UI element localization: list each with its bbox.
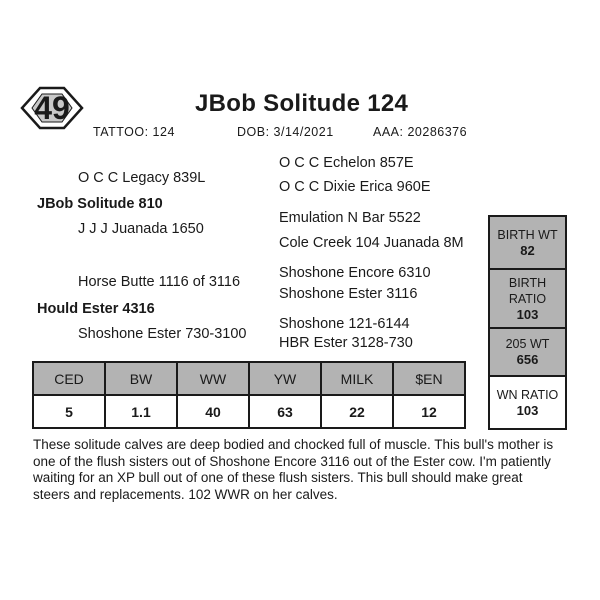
lot-description: These solitude calves are deep bodied and chocked full of muscle. This bull's mother is one of the flush sisters out of Shoshone Encore 3116 out of the Ester cow. I'm patiently waiting for an XP bull out of one of these flush sisters. This bull should make great steers and replacements. 102 WWR on her calves. — [33, 437, 554, 502]
epd-header-cell: $EN — [393, 362, 465, 395]
weaning-ratio-value: 103 — [516, 402, 539, 418]
weaning-ratio-label: WN RATIO — [496, 387, 559, 402]
weight-205-box — [488, 327, 567, 377]
dob: DOB: 3/14/2021 — [237, 125, 334, 139]
pedigree-dam-sire-sire: Shoshone Encore 6310 — [279, 265, 431, 281]
pedigree-sire-dam-dam: Cole Creek 104 Juanada 8M — [279, 235, 464, 251]
pedigree-sire-dam: J J J Juanada 1650 — [78, 221, 204, 237]
epd-value-cell: 5 — [33, 395, 105, 428]
lot-badge — [20, 86, 84, 130]
epd-header-row — [33, 362, 465, 395]
pedigree-dam-dam-dam: HBR Ester 3128-730 — [279, 335, 413, 351]
aaa-number: AAA: 20286376 — [373, 125, 468, 139]
page-title: JBob Solitude 124 — [195, 90, 409, 117]
pedigree-sire-sire-dam: O C C Dixie Erica 960E — [279, 179, 431, 195]
weight-205-label: 205 WT — [505, 337, 550, 351]
tattoo: TATTOO: 124 — [93, 125, 175, 139]
weaning-ratio-box — [488, 375, 567, 430]
birth-ratio-value: 103 — [516, 306, 539, 322]
pedigree-dam-dam-sire: Shoshone 121-6144 — [279, 316, 410, 332]
epd-header-cell: CED — [33, 362, 105, 395]
epd-value-cell: 63 — [249, 395, 321, 428]
epd-value-cell: 40 — [177, 395, 249, 428]
epd-header-cell: BW — [105, 362, 177, 395]
pedigree-sire: JBob Solitude 810 — [37, 196, 163, 212]
epd-header-cell: YW — [249, 362, 321, 395]
pedigree-dam-sire: Horse Butte 1116 of 3116 — [78, 274, 241, 290]
birth-weight-value: 82 — [520, 242, 535, 258]
epd-value-cell: 22 — [321, 395, 393, 428]
pedigree-dam-sire-dam: Shoshone Ester 3116 — [279, 286, 418, 302]
birth-ratio-box — [488, 268, 567, 329]
epd-value-cell: 12 — [393, 395, 465, 428]
birth-weight-box — [488, 215, 567, 270]
pedigree-sire-sire: O C C Legacy 839L — [78, 170, 206, 186]
lot-number: 49 — [34, 90, 70, 126]
epd-table — [32, 361, 466, 429]
epd-header-cell: MILK — [321, 362, 393, 395]
epd-value-cell: 1.1 — [105, 395, 177, 428]
birth-ratio-label-line2: RATIO — [508, 291, 547, 306]
pedigree-dam: Hould Ester 4316 — [37, 301, 155, 317]
epd-value-row — [33, 395, 465, 428]
birth-ratio-label-line1: BIRTH — [508, 275, 547, 290]
pedigree-sire-dam-sire: Emulation N Bar 5522 — [279, 210, 421, 226]
pedigree-sire-sire-sire: O C C Echelon 857E — [279, 155, 414, 171]
pedigree-dam-dam: Shoshone Ester 730-3100 — [78, 326, 247, 342]
epd-header-cell: WW — [177, 362, 249, 395]
birth-weight-label: BIRTH WT — [497, 227, 558, 242]
weight-205-value: 656 — [516, 352, 539, 367]
